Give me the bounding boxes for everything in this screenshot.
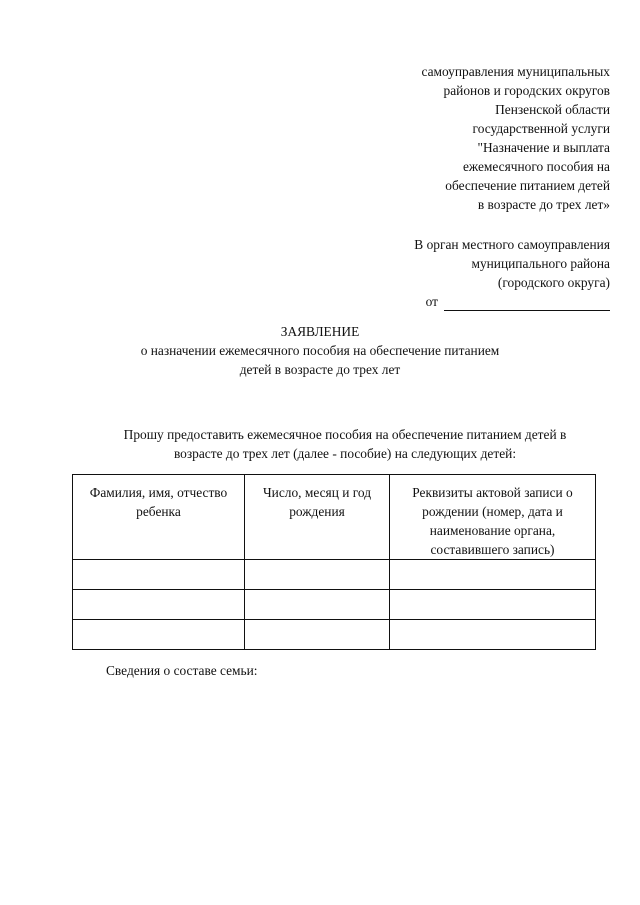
header-text: Реквизиты актовой записи о [412,485,573,500]
header-text: рождения [289,504,345,519]
table-cell[interactable] [390,590,596,620]
table-header-row [73,475,596,560]
request-line: Прошу предоставить ежемесячное пособия на обеспечение питанием детей в [123,427,567,442]
family-composition-heading: Сведения о составе семьи: [106,663,258,678]
table-cell[interactable] [390,620,596,650]
header-line: районов и городских округов [443,83,610,98]
header-birth-record [390,475,596,560]
header-text: Фамилия, имя, отчество [89,485,228,500]
header-text: рождении (номер, дата и [422,504,563,519]
header-full-name [73,475,245,560]
header-line: Пензенской области [495,102,610,117]
header-birth-date [245,475,390,560]
header-line: самоуправления муниципальных [421,64,610,79]
header-line: "Назначение и выплата [477,140,610,155]
addressee-line: муниципального района [471,256,610,271]
from-label: от [425,294,438,309]
table-cell[interactable] [73,560,245,590]
document-subtitle-line: детей в возрасте до трех лет [239,362,401,377]
document-title-block [0,322,640,379]
children-table [72,474,596,650]
service-reference-header [421,62,610,214]
header-line: государственной услуги [472,121,610,136]
table-cell[interactable] [73,590,245,620]
from-line [426,292,610,311]
request-paragraph [90,425,600,463]
addressee-line: В орган местного самоуправления [414,237,610,252]
document-title: ЗАЯВЛЕНИЕ [280,324,360,339]
table-row [73,620,596,650]
table-cell[interactable] [390,560,596,590]
table-cell[interactable] [245,590,390,620]
header-line: ежемесячного пособия на [462,159,610,174]
table-cell[interactable] [245,620,390,650]
request-line: возрасте до трех лет (далее - пособие) на следующих детей: [173,446,517,461]
document-subtitle-line: о назначении ежемесячного пособия на обеспечение питанием [140,343,500,358]
table-row [73,560,596,590]
table-cell[interactable] [73,620,245,650]
applicant-name-blank[interactable] [444,296,610,311]
addressee-line: (городского округа) [497,275,610,290]
table-row [73,590,596,620]
header-text: ребенка [136,504,181,519]
header-text: составившего запись) [430,542,555,557]
header-text: наименование органа, [429,523,556,538]
table-cell[interactable] [245,560,390,590]
header-line: в возрасте до трех лет» [477,197,610,212]
header-text: Число, месяц и год [262,485,372,500]
addressee-block [414,235,610,311]
header-line: обеспечение питанием детей [445,178,610,193]
